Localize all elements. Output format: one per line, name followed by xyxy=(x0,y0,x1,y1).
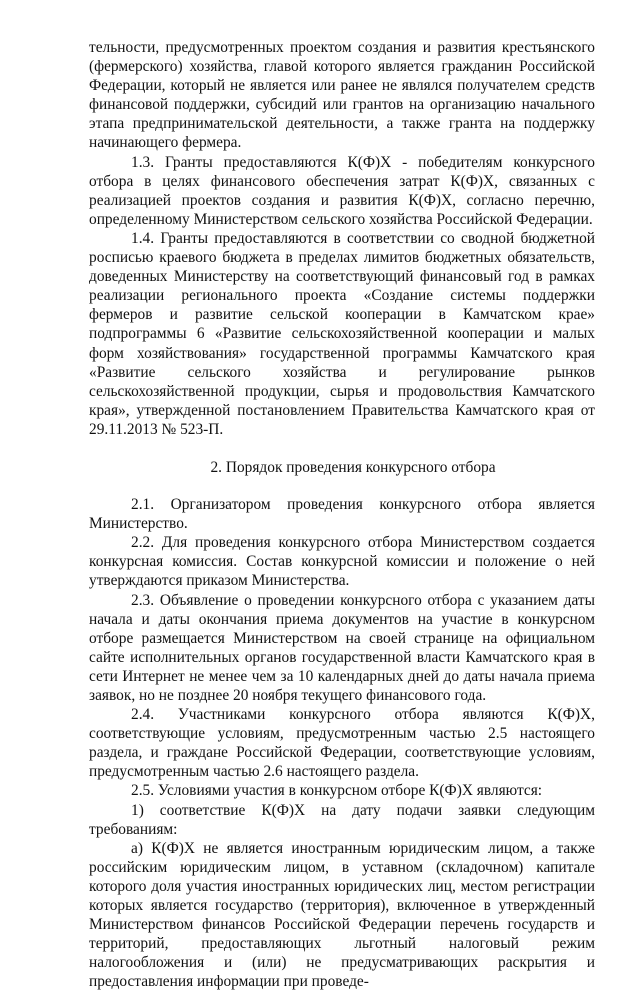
paragraph-2-5: 2.5. Условиями участия в конкурсном отборе К(Ф)Х являются: xyxy=(131,782,543,800)
paragraph-1-4: 1.4. Гранты предоставляются в соответствии со сводной бюджетной росписью краевого бюджета в пределах лимитов бюджетных обязательств, доведенных Министерству на соответствующий финансовый год в рамках реализации регионального проекта «Создание системы поддержки фермеров и развитие сельской кооперации в Камчатском крае» подпрограммы 6 «Развитие сельскохозяйственной кооперации и малых форм хозяйствования» государственной программы Камчатского края «Развитие сельского хозяйства и регулирование рынков сельскохозяйственной продукции, сырья и продовольствия Камчатского края», утвержденной постановлением Правительства Камчатского края от 29.11.2013 № 523-П. xyxy=(89,229,595,438)
paragraph-2-1: 2.1. Организатором проведения конкурсного отбора является Министерство. xyxy=(89,496,595,533)
paragraph-continuation: тельности, предусмотренных проектом создания и развития крестьянского (фермерского) хозяйства, главой которого является гражданин Российской Федерации, который не является или ранее не являлся получателем средств финансовой поддержки, субсидий или грантов на организацию начального этапа предпринимательской деятельности, а также гранта на поддержку начинающего фермера. xyxy=(89,39,595,152)
paragraph-2-5-item-1a: а) К(Ф)Х не является иностранным юридическим лицом, а также российским юридическим лицом, в уставном (складочном) капитале которого доля участия иностранных юридических лиц, местом регистрации которых является государство (территория), включенное в утвержденный Министерством финансов Российской Федерации перечень государств и территорий, предоставляющих льготный налоговый режим налогообложения и (или) не предусматривающих раскрытия и предоставления информации при проведе- xyxy=(89,839,595,991)
paragraph-2-4: 2.4. Участниками конкурсного отбора являются К(Ф)Х, соответствующие условиям, предусмотренным частью 2.5 настоящего раздела, и граждане Российской Федерации, соответствующие условиям, предусмотренным частью 2.6 настоящего раздела. xyxy=(89,706,595,781)
paragraph-2-2: 2.2. Для проведения конкурсного отбора Министерством создается конкурсная комиссия. Состав конкурсной комиссии и положение о ней утверждаются приказом Министерства. xyxy=(89,534,595,590)
paragraph-1-3: 1.3. Гранты предоставляются К(Ф)Х - победителям конкурсного отбора в целях финансового обеспечения затрат К(Ф)Х, связанных с реализацией проектов создания и развития К(Ф)Х, согласно перечню, определенному Министерством сельского хозяйства Российской Федерации. xyxy=(89,153,595,228)
section-2-heading: 2. Порядок проведения конкурсного отбора xyxy=(210,458,496,476)
paragraph-2-5-item-1: 1) соответствие К(Ф)Х на дату подачи заявки следующим требованиям: xyxy=(89,801,595,838)
document-body xyxy=(89,38,595,992)
paragraph-2-3: 2.3. Объявление о проведении конкурсного отбора с указанием даты начала и даты окончания приема документов на участие в конкурсном отборе размещается Министерством на своей странице на официальном сайте исполнительных органов государственной власти Камчатского края в сети Интернет не менее чем за 10 календарных дней до даты начала приема заявок, но не позднее 20 ноября текущего финансового года. xyxy=(89,591,595,704)
